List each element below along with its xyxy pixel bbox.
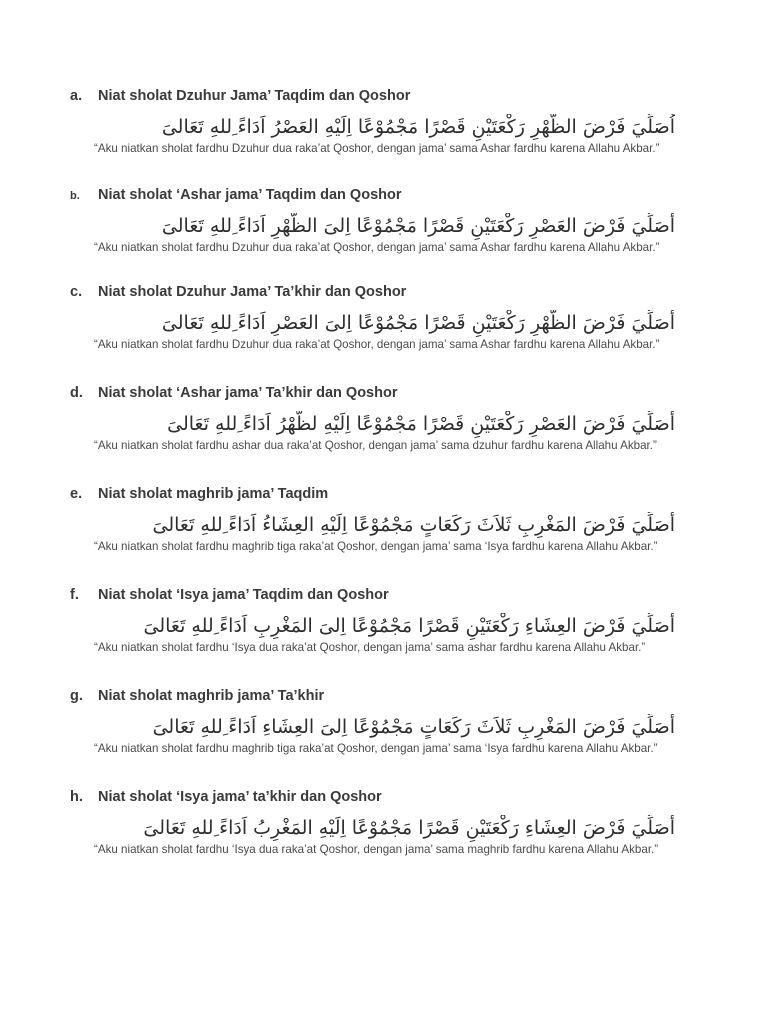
translation-text: “Aku niatkan sholat fardhu Dzuhur dua raka’at Qoshor, dengan jama’ sama Ashar fardhu karena Allahu Akbar.” <box>94 142 660 155</box>
translation-text: “Aku niatkan sholat fardhu Dzuhur dua raka’at Qoshor, dengan jama’ sama Ashar fardhu karena Allahu Akbar.” <box>94 338 660 351</box>
section-title: Niat sholat ‘Ashar jama’ Taqdim dan Qoshor <box>98 187 402 203</box>
arabic-text: أُصَلِّيَ فَرْضَ المَغْرِبِ ثَلاَثَ رَكَعَاتٍ مَجْمُوْعًا اِلَيْهِ العِشَاءُ اَدَاءً ِللهِ تَعَالىَ <box>152 514 675 536</box>
niat-section-h <box>70 789 675 856</box>
section-title: Niat sholat maghrib jama’ Taqdim <box>98 486 329 502</box>
translation-text: “Aku niatkan sholat fardhu maghrib tiga raka’at Qoshor, dengan jama’ sama ‘Isya fardhu karena Allahu Akbar.” <box>94 540 658 553</box>
niat-section-g <box>70 688 675 755</box>
niat-section-e <box>70 486 675 553</box>
translation-text: “Aku niatkan sholat fardhu ‘Isya dua raka’at Qoshor, dengan jama’ sama maghrib fardhu karena Allahu Akbar.” <box>94 843 659 856</box>
section-heading <box>70 789 675 807</box>
niat-section-f <box>70 587 675 654</box>
arabic-text: أُصَلِّيَ فَرْضَ العَصْرِ رَكْعَتَيْنِ قَصْرًا مَجْمُوْعًا اِلَيْهِ لظُّهْرُ اَدَاءً ِللهِ تَعَالىَ <box>167 413 675 435</box>
translation-text: “Aku niatkan sholat fardhu ashar dua raka’at Qoshor, dengan jama’ sama dzuhur fardhu karena Allahu Akbar.” <box>94 439 657 452</box>
niat-section-a <box>70 88 675 155</box>
arabic-text: أُصَلِّيَ فَرْضَ العَصْرِ رَكْعَتَيْنِ قَصْرًا مَجْمُوْعًا اِلىَ الظُّهْرِ اَدَاءً ِللهِ تَعَالىَ <box>161 215 675 237</box>
translation-text: “Aku niatkan sholat fardhu ‘Isya dua raka’at Qoshor, dengan jama’ sama ashar fardhu karena Allahu Akbar.” <box>94 641 646 654</box>
section-heading <box>70 187 675 205</box>
arabic-text: أُصَلِّيَ فَرْضَ العِشَاءِ رَكْعَتَيْنِ قَصْرًا مَجْمُوْعًا اِلَيْهِ المَغْرِبُ اَدَاءً ِللهِ تَعَالىَ <box>143 817 675 839</box>
section-heading <box>70 88 675 106</box>
section-heading <box>70 385 675 403</box>
niat-section-c <box>70 284 675 351</box>
section-letter: f. <box>70 587 79 603</box>
arabic-text: اُصَلِّيَ فَرْضَ الظُّهْرِ رَكْعَتَيْنِ قَصْرًا مَجْمُوْعًا اِلَيْهِ العَصْرُ اَدَاءً ِللهِ تَعَالىَ <box>161 116 675 138</box>
section-letter: c. <box>70 284 83 300</box>
section-letter: a. <box>70 88 83 104</box>
section-letter: g. <box>70 688 83 704</box>
section-title: Niat sholat ‘Isya jama’ Taqdim dan Qoshor <box>98 587 389 603</box>
section-letter: d. <box>70 385 83 401</box>
section-title: Niat sholat ‘Ashar jama’ Ta’khir dan Qoshor <box>98 385 398 401</box>
section-heading <box>70 486 675 504</box>
section-title: Niat sholat Dzuhur Jama’ Ta’khir dan Qoshor <box>98 284 407 300</box>
niat-section-b <box>70 187 675 254</box>
section-title: Niat sholat ‘Isya jama’ ta’khir dan Qoshor <box>98 789 382 805</box>
section-title: Niat sholat Dzuhur Jama’ Taqdim dan Qoshor <box>98 88 411 104</box>
section-heading <box>70 587 675 605</box>
section-title: Niat sholat maghrib jama’ Ta’khir <box>98 688 325 704</box>
translation-text: “Aku niatkan sholat fardhu maghrib tiga raka’at Qoshor, dengan jama’ sama ‘Isya fardhu karena Allahu Akbar.” <box>94 742 658 755</box>
arabic-text: أُصَلِّيَ فَرْضَ المَغْرِبِ ثَلاَثَ رَكَعَاتٍ مَجْمُوْعًا اِلىَ العِشَاءِ اَدَاءً ِللهِ تَعَالىَ <box>152 716 675 738</box>
niat-section-d <box>70 385 675 452</box>
arabic-text: أُصَلِّيَ فَرْضَ العِشَاءِ رَكْعَتَيْنِ قَصْرًا مَجْمُوْعًا اِلىَ المَغْرِبِ اَدَاءً ِللهِ تَعَالىَ <box>143 615 675 637</box>
section-letter: b. <box>70 190 80 202</box>
section-heading <box>70 284 675 302</box>
section-letter: h. <box>70 789 83 805</box>
section-heading <box>70 688 675 706</box>
translation-text: “Aku niatkan sholat fardhu Dzuhur dua raka’at Qoshor, dengan jama’ sama Ashar fardhu karena Allahu Akbar.” <box>94 241 660 254</box>
arabic-text: أُصَلِّيَ فَرْضَ الظُّهْرِ رَكْعَتَيْنِ قَصْرًا مَجْمُوْعًا اِلىَ العَصْرِ اَدَاءً ِللهِ تَعَالىَ <box>161 312 675 334</box>
section-letter: e. <box>70 486 83 502</box>
